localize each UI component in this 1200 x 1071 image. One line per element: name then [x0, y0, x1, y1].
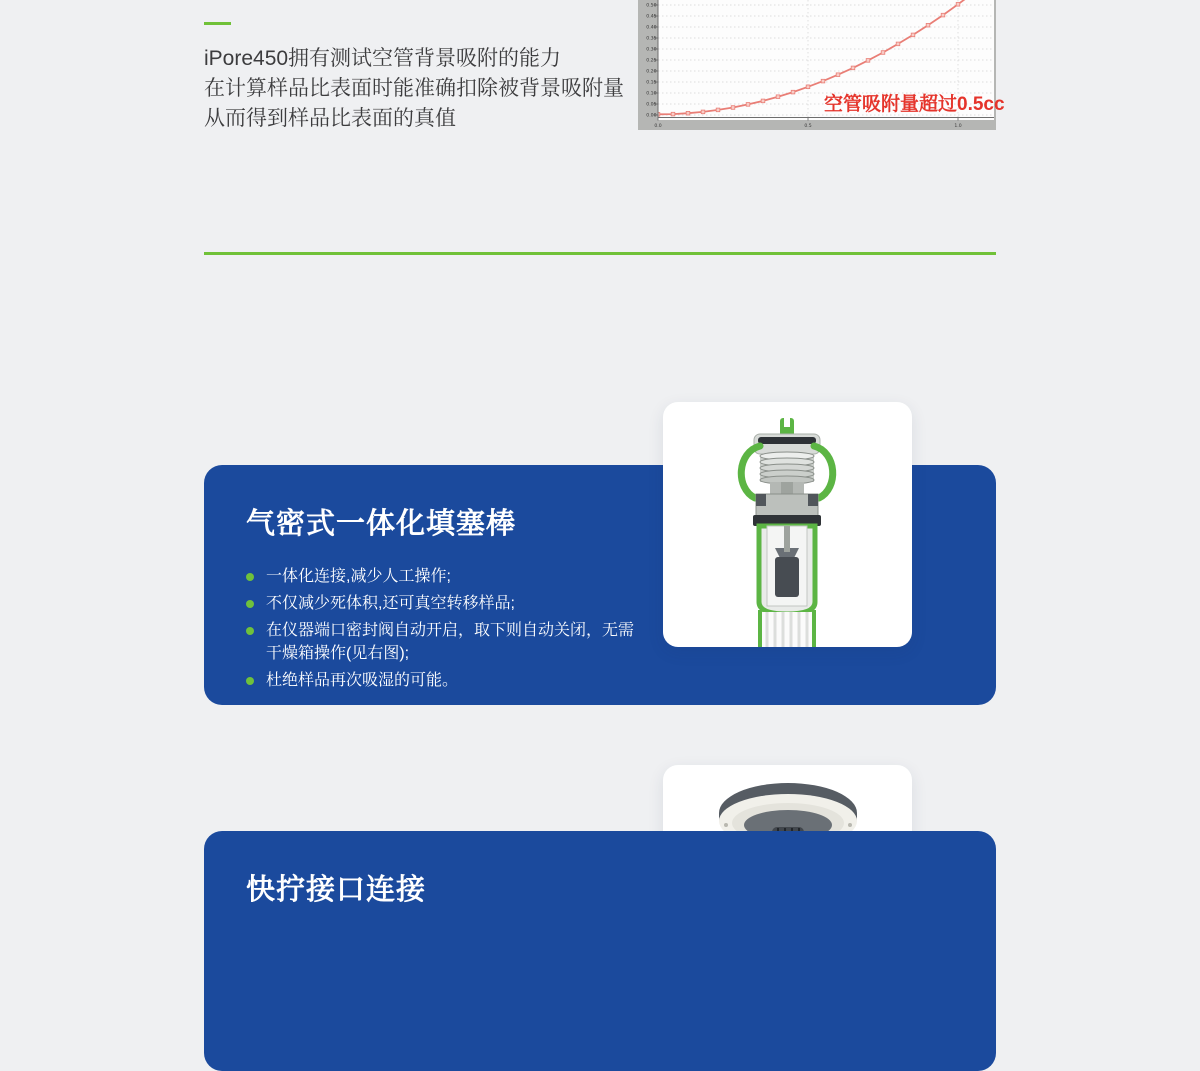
intro-line: 从而得到样品比表面的真值 [204, 107, 456, 130]
svg-text:0.20: 0.20 [646, 69, 657, 75]
svg-text:0.0: 0.0 [654, 124, 662, 129]
svg-text:0.05: 0.05 [646, 102, 657, 108]
svg-text:0.45: 0.45 [646, 14, 657, 20]
bullet-dot-icon [246, 677, 254, 685]
svg-text:0.00: 0.00 [646, 113, 657, 119]
product-image-card [663, 402, 912, 647]
feature-card-title: 气密式一体化填塞棒 [246, 508, 517, 540]
svg-text:0.35: 0.35 [646, 36, 657, 42]
feature-card-quick-connector [204, 831, 996, 1071]
intro-line: 在计算样品比表面时能准确扣除被背景吸附量 [204, 77, 624, 100]
svg-text:0.50: 0.50 [646, 3, 657, 9]
svg-text:0.40: 0.40 [646, 25, 657, 31]
svg-text:1.0: 1.0 [954, 124, 962, 129]
svg-text:0.10: 0.10 [646, 91, 657, 97]
bullet-dot-icon [246, 573, 254, 581]
intro-line: iPore450拥有测试空管背景吸附的能力 [204, 47, 562, 70]
svg-text:0.30: 0.30 [646, 47, 657, 53]
section-accent-dash [204, 22, 231, 25]
feature-card-title: 快拧接口连接 [246, 874, 427, 906]
list-item: 一体化连接,减少人工操作; [246, 565, 646, 588]
chart-annotation: 空管吸附量超过0.5cc [824, 94, 1005, 115]
list-item: 杜绝样品再次吸湿的可能。 [246, 669, 646, 692]
background-adsorption-chart [638, 0, 1005, 130]
intro-text [204, 44, 644, 134]
plug-rod-product-image [663, 402, 912, 647]
svg-text:0.15: 0.15 [646, 80, 657, 86]
feature-bullet-list [246, 565, 646, 696]
svg-text:0.5: 0.5 [804, 124, 812, 129]
section-divider [204, 252, 996, 255]
svg-text:0.25: 0.25 [646, 58, 657, 64]
list-item: 不仅减少死体积,还可真空转移样品; [246, 592, 646, 615]
list-item: 在仪器端口密封阀自动开启，取下则自动关闭，无需干燥箱操作(见右图); [246, 619, 646, 665]
bullet-dot-icon [246, 627, 254, 635]
bullet-dot-icon [246, 600, 254, 608]
